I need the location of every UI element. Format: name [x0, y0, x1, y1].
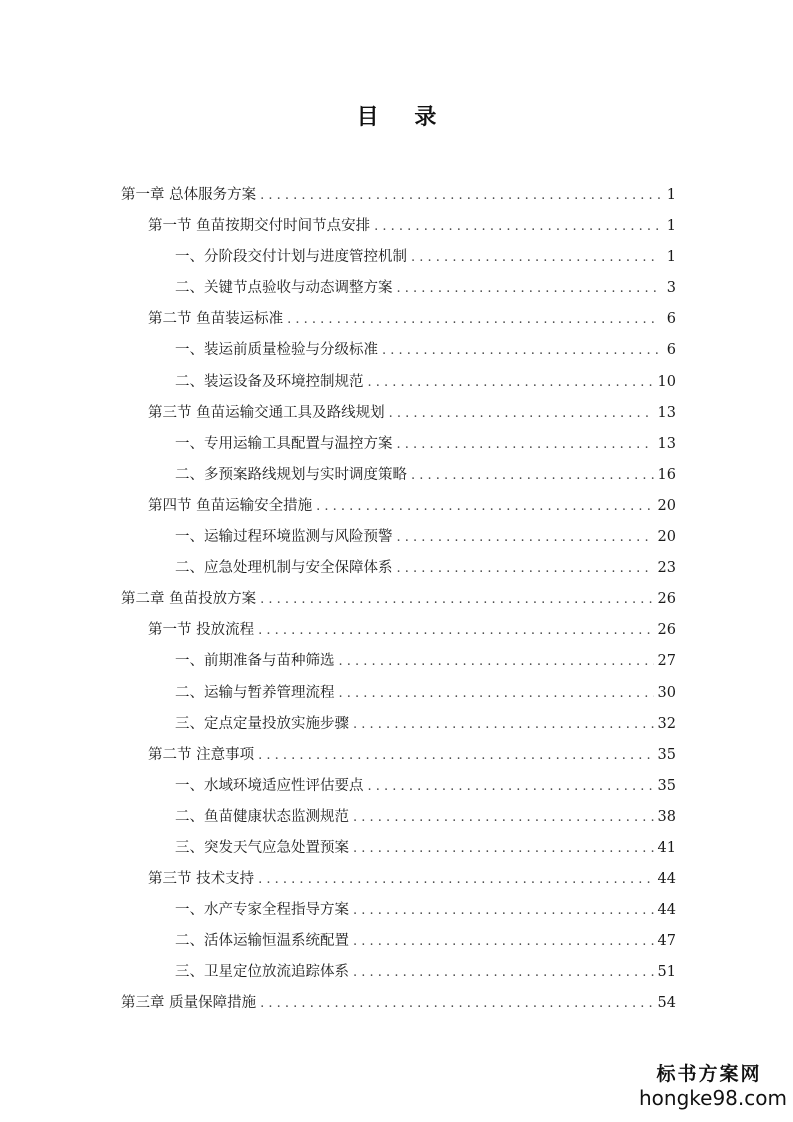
toc-dot-leader	[397, 522, 654, 553]
toc-dot-leader	[411, 460, 654, 491]
toc-dot-leader	[353, 709, 654, 740]
toc-entry-label: 二、多预案路线规划与实时调度策略	[175, 466, 407, 483]
toc-section-entry[interactable]	[121, 864, 676, 895]
toc-subsection-entry[interactable]	[121, 273, 676, 304]
toc-page-number: 32	[657, 715, 676, 732]
toc-dot-leader	[339, 678, 654, 709]
toc-subsection-entry[interactable]	[121, 771, 676, 802]
toc-entry-label: 三、突发天气应急处置预案	[175, 839, 349, 856]
toc-entry-label: 第一节 投放流程	[148, 622, 255, 639]
toc-dot-leader	[368, 367, 654, 398]
toc-page-number: 1	[666, 218, 676, 235]
toc-page-number: 30	[657, 684, 676, 701]
toc-entry-label: 第一章 总体服务方案	[121, 187, 257, 203]
toc-dot-leader	[397, 273, 661, 304]
toc-entry-label: 二、应急处理机制与安全保障体系	[175, 560, 393, 577]
toc-chapter-entry[interactable]	[121, 988, 676, 1019]
toc-dot-leader	[258, 740, 653, 771]
toc-entry-label: 二、运输与暂养管理流程	[175, 684, 335, 701]
toc-dot-leader	[353, 802, 654, 833]
toc-subsection-entry[interactable]	[121, 678, 676, 709]
toc-page-number: 1	[666, 249, 676, 266]
toc-entry-label: 一、运输过程环境监测与风险预警	[175, 529, 393, 546]
toc-dot-leader	[258, 615, 653, 646]
toc-section-entry[interactable]	[121, 740, 676, 771]
table-of-contents	[121, 180, 676, 1020]
toc-entry-label: 第三节 鱼苗运输交通工具及路线规划	[148, 404, 385, 421]
toc-subsection-entry[interactable]	[121, 926, 676, 957]
toc-chapter-entry[interactable]	[121, 584, 676, 615]
toc-subsection-entry[interactable]	[121, 646, 676, 677]
toc-page-number: 44	[657, 902, 676, 919]
toc-page-number: 13	[657, 404, 676, 421]
toc-entry-label: 一、前期准备与苗种筛选	[175, 653, 335, 670]
toc-dot-leader	[339, 646, 654, 677]
toc-dot-leader	[382, 335, 660, 366]
toc-entry-label: 第一节 鱼苗按期交付时间节点安排	[148, 218, 371, 235]
toc-page-number: 6	[666, 342, 676, 359]
toc-entry-label: 一、水域环境适应性评估要点	[175, 777, 364, 794]
toc-page-number: 10	[657, 373, 676, 390]
toc-dot-leader	[260, 584, 653, 615]
toc-entry-label: 三、卫星定位放流追踪体系	[175, 964, 349, 981]
toc-subsection-entry[interactable]	[121, 895, 676, 926]
toc-subsection-entry[interactable]	[121, 802, 676, 833]
toc-page-number: 13	[657, 435, 676, 452]
toc-subsection-entry[interactable]	[121, 429, 676, 460]
toc-chapter-entry[interactable]	[121, 180, 676, 211]
toc-subsection-entry[interactable]	[121, 957, 676, 988]
toc-subsection-entry[interactable]	[121, 367, 676, 398]
toc-page-number: 16	[657, 466, 676, 483]
toc-dot-leader	[397, 553, 654, 584]
toc-entry-label: 二、装运设备及环境控制规范	[175, 373, 364, 390]
toc-subsection-entry[interactable]	[121, 460, 676, 491]
toc-entry-label: 二、活体运输恒温系统配置	[175, 933, 349, 950]
page-title: 目 录	[356, 104, 451, 130]
toc-page-number: 26	[657, 591, 676, 608]
toc-dot-leader	[411, 242, 660, 273]
toc-section-entry[interactable]	[121, 211, 676, 242]
toc-page-number: 47	[657, 933, 676, 950]
toc-dot-leader	[353, 957, 654, 988]
toc-subsection-entry[interactable]	[121, 242, 676, 273]
toc-page-number: 3	[666, 280, 676, 297]
toc-subsection-entry[interactable]	[121, 522, 676, 553]
toc-page-number: 54	[657, 995, 676, 1012]
toc-page-number: 26	[657, 622, 676, 639]
toc-entry-label: 二、鱼苗健康状态监测规范	[175, 808, 349, 825]
toc-subsection-entry[interactable]	[121, 335, 676, 366]
toc-page-number: 1	[666, 187, 676, 203]
toc-subsection-entry[interactable]	[121, 553, 676, 584]
toc-dot-leader	[316, 491, 653, 522]
toc-page-number: 41	[657, 839, 676, 856]
toc-dot-leader	[353, 926, 654, 957]
toc-page-number: 20	[657, 497, 676, 514]
toc-dot-leader	[258, 864, 653, 895]
site-watermark	[639, 1062, 787, 1110]
watermark-url: hongke98.com	[639, 1086, 787, 1110]
toc-subsection-entry[interactable]	[121, 833, 676, 864]
toc-page-number: 51	[657, 964, 676, 981]
toc-entry-label: 一、专用运输工具配置与温控方案	[175, 435, 393, 452]
toc-page-number: 35	[657, 746, 676, 763]
watermark-brand: 标书方案网	[656, 1063, 762, 1085]
toc-section-entry[interactable]	[121, 304, 676, 335]
toc-entry-label: 第三节 技术支持	[148, 871, 255, 888]
toc-page-number: 38	[657, 808, 676, 825]
toc-page-number: 23	[657, 560, 676, 577]
toc-section-entry[interactable]	[121, 398, 676, 429]
toc-entry-label: 第二章 鱼苗投放方案	[121, 591, 257, 608]
toc-dot-leader	[397, 429, 654, 460]
toc-entry-label: 第三章 质量保障措施	[121, 995, 257, 1012]
toc-page-number: 27	[657, 653, 676, 670]
toc-entry-label: 一、水产专家全程指导方案	[175, 902, 349, 919]
toc-page-number: 6	[666, 311, 676, 328]
toc-section-entry[interactable]	[121, 491, 676, 522]
toc-entry-label: 第二节 鱼苗装运标准	[148, 311, 284, 328]
toc-entry-label: 三、定点定量投放实施步骤	[175, 715, 349, 732]
toc-dot-leader	[368, 771, 654, 802]
toc-entry-label: 二、关键节点验收与动态调整方案	[175, 280, 393, 297]
toc-dot-leader	[389, 398, 654, 429]
toc-section-entry[interactable]	[121, 615, 676, 646]
toc-dot-leader	[260, 180, 660, 211]
toc-subsection-entry[interactable]	[121, 709, 676, 740]
toc-page-number: 44	[657, 871, 676, 888]
toc-dot-leader	[374, 211, 660, 242]
toc-dot-leader	[287, 304, 660, 335]
toc-dot-leader	[353, 895, 654, 926]
toc-page-number: 35	[657, 777, 676, 794]
toc-page-number: 20	[657, 529, 676, 546]
toc-dot-leader	[353, 833, 654, 864]
toc-entry-label: 一、分阶段交付计划与进度管控机制	[175, 249, 407, 266]
toc-entry-label: 一、装运前质量检验与分级标准	[175, 342, 378, 359]
toc-entry-label: 第四节 鱼苗运输安全措施	[148, 497, 313, 514]
toc-dot-leader	[260, 988, 653, 1019]
toc-entry-label: 第二节 注意事项	[148, 746, 255, 763]
